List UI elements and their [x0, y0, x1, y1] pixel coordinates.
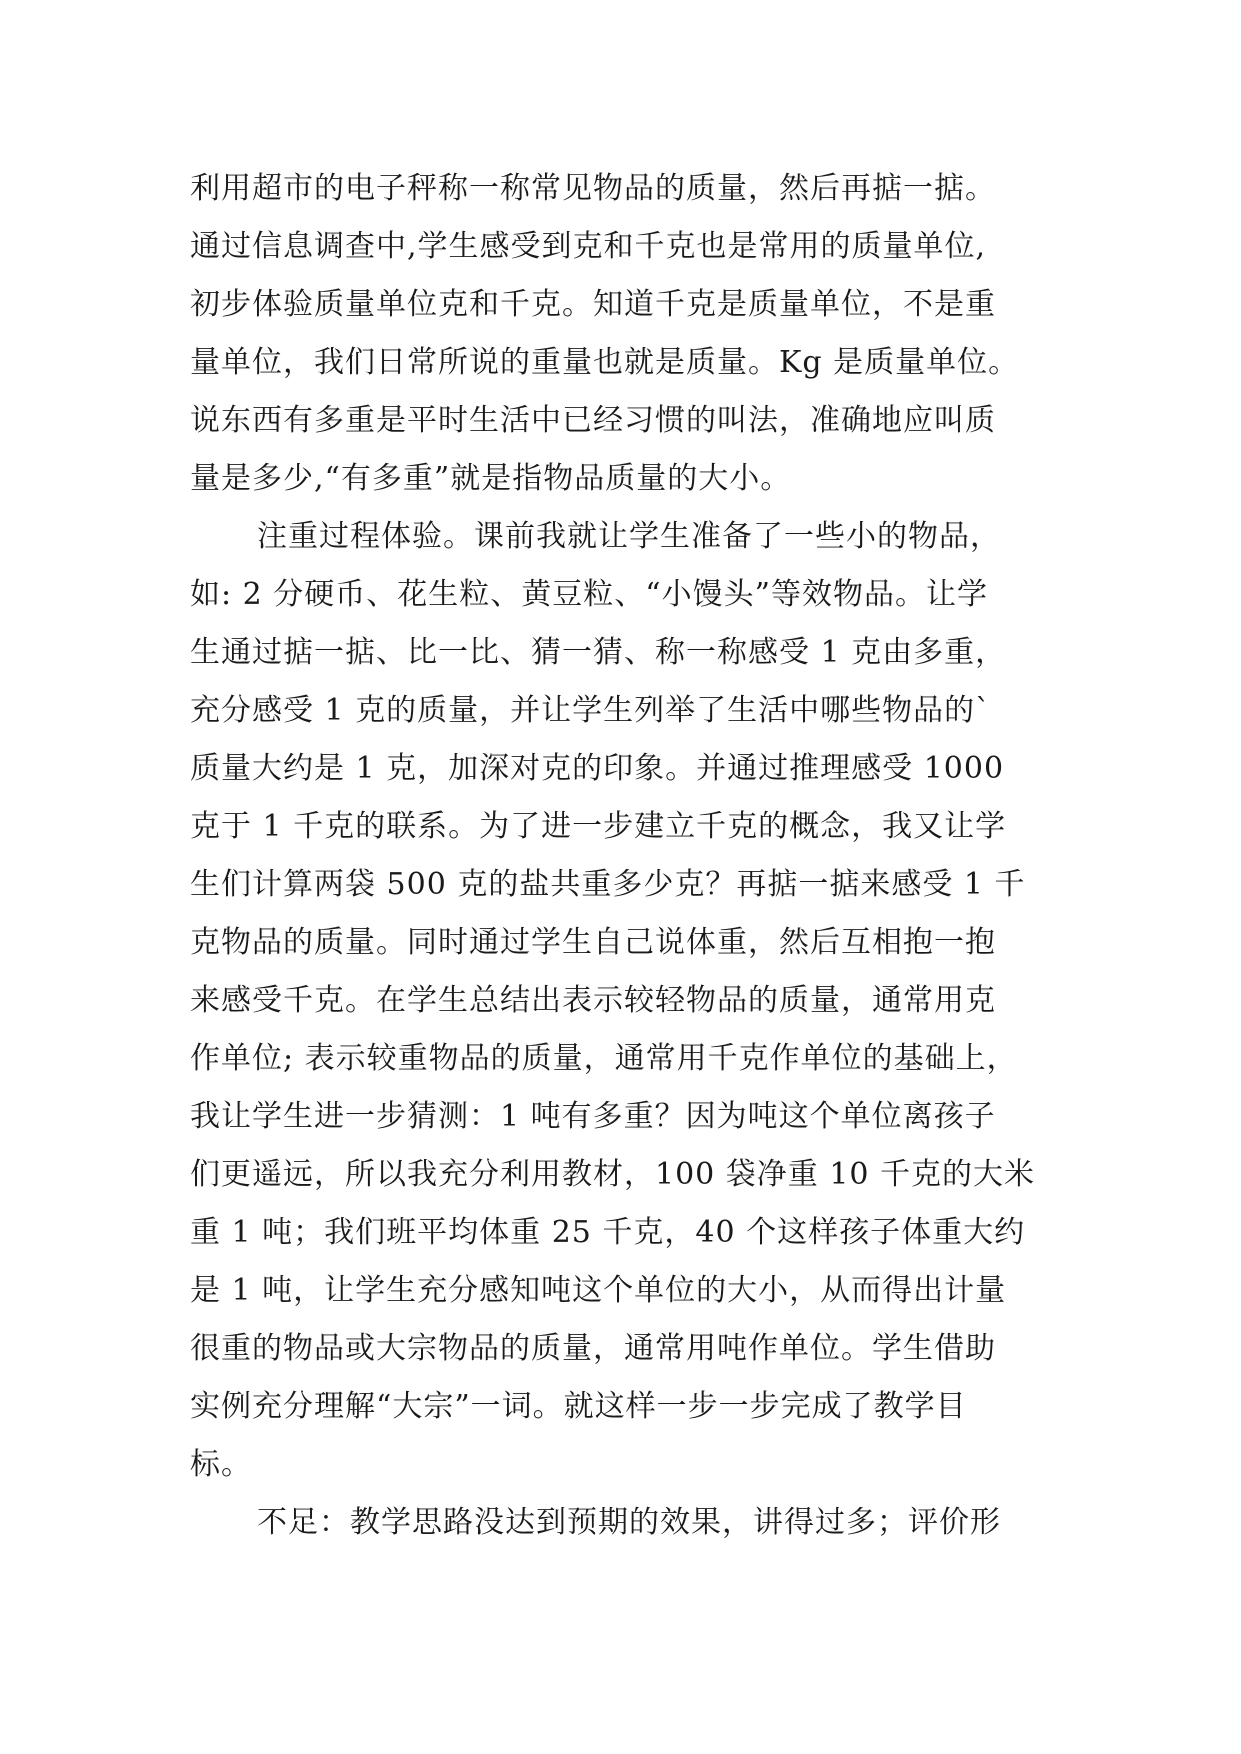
text-line: 是 1 吨，让学生充分感知吨这个单位的大小，从而得出计量: [190, 1273, 1007, 1308]
text-line: 们更遥远，所以我充分利用教材，100 袋净重 10 千克的大米: [190, 1157, 1036, 1192]
text-line: 我让学生进一步猜测：1 吨有多重？因为吨这个单位离孩子: [190, 1099, 996, 1134]
text-line: 注重过程体验。课前我就让学生准备了一些小的物品，: [257, 519, 1001, 554]
text-line: 生们计算两袋 500 克的盐共重多少克？再掂一掂来感受 1 千: [190, 867, 1026, 902]
text-line: 克物品的质量。同时通过学生自己说体重，然后互相抱一抱: [190, 925, 996, 960]
text-line: 标。: [190, 1447, 252, 1482]
text-line: 初步体验质量单位克和千克。知道千克是质量单位，不是重: [190, 287, 996, 322]
text-line: 来感受千克。在学生总结出表示较轻物品的质量，通常用克: [190, 983, 996, 1018]
text-line: 通过信息调查中,学生感受到克和千克也是常用的质量单位,: [190, 229, 987, 264]
text-line: 实例充分理解“大宗”一词。就这样一步一步完成了教学目: [190, 1389, 967, 1424]
text-line: 重 1 吨；我们班平均体重 25 千克，40 个这样孩子体重大约: [190, 1215, 1026, 1250]
text-line: 利用超市的电子秤称一称常见物品的质量，然后再掂一掂。: [190, 171, 996, 206]
text-line: 量是多少,“有多重”就是指物品质量的大小。: [190, 461, 792, 496]
body-text: [190, 160, 1070, 1552]
text-line: 不足：教学思路没达到预期的效果，讲得过多；评价形: [257, 1505, 1001, 1540]
text-line: 量单位，我们日常所说的重量也就是质量。Kg 是质量单位。: [190, 345, 1020, 380]
text-line: 很重的物品或大宗物品的质量，通常用吨作单位。学生借助: [190, 1331, 996, 1366]
text-line: 生通过掂一掂、比一比、猜一猜、称一称感受 1 克由多重，: [190, 635, 1007, 670]
text-line: 充分感受 1 克的质量，并让学生列举了生活中哪些物品的`: [190, 693, 992, 728]
text-line: 作单位; 表示较重物品的质量，通常用千克作单位的基础上，: [190, 1041, 1018, 1076]
text-line: 质量大约是 1 克，加深对克的印象。并通过推理感受 1000: [190, 751, 1005, 786]
text-line: 如: 2 分硬币、花生粒、黄豆粒、“小馒头”等效物品。让学: [190, 577, 988, 612]
text-line: 说东西有多重是平时生活中已经习惯的叫法，准确地应叫质: [190, 403, 996, 438]
text-line: 克于 1 千克的联系。为了进一步建立千克的概念，我又让学: [190, 809, 1007, 844]
